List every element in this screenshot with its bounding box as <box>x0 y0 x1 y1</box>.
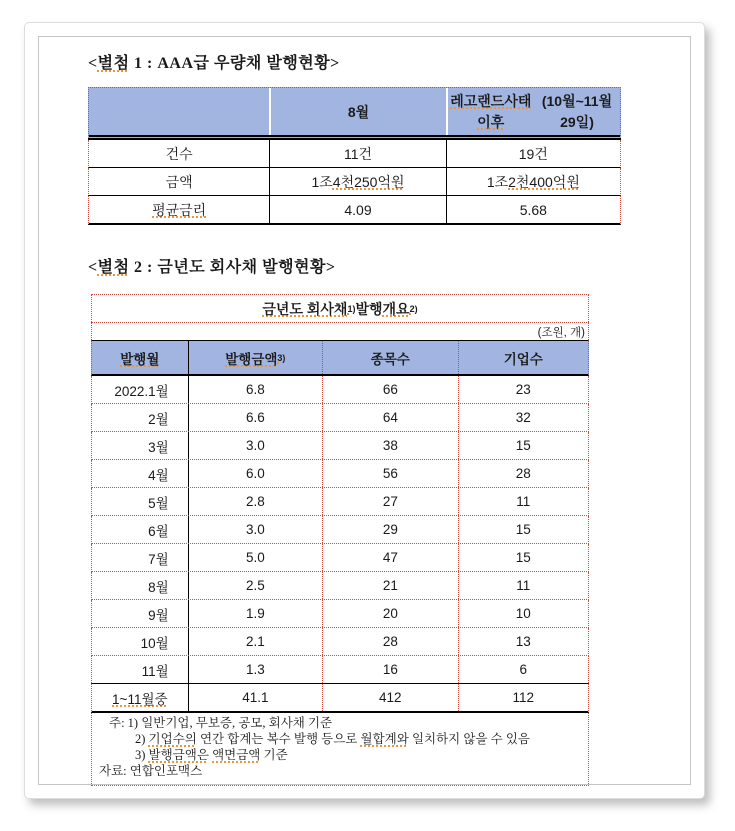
attachment2-header-row <box>91 340 589 376</box>
table-cell: 32 <box>458 404 588 431</box>
text-segment: < <box>88 55 98 72</box>
text-segment: 2) <box>135 732 149 746</box>
table-cell <box>89 196 269 223</box>
text-segment: 발행 <box>355 300 383 317</box>
table-row <box>91 628 589 656</box>
table-cell: 5.68 <box>446 196 620 223</box>
table-cell: 1.9 <box>188 600 322 627</box>
spellcheck-underlined-text: 평균금리 <box>152 201 207 218</box>
spellcheck-underlined-text: 레고랜드사태이후 <box>450 92 532 130</box>
table-row <box>91 460 589 488</box>
table-cell: 2.5 <box>188 572 322 599</box>
table-cell: 3.0 <box>188 432 322 459</box>
spellcheck-underlined-text: 액면금액 <box>212 748 261 762</box>
table-cell: 4.09 <box>269 196 445 223</box>
table-cell: 27 <box>322 488 457 515</box>
table-cell: 1조 4천250억원 <box>269 168 445 195</box>
table-cell: 1.3 <box>188 656 322 683</box>
spellcheck-underlined-text: 발행금액 <box>225 351 278 367</box>
table-cell: 2.8 <box>188 488 322 515</box>
table-cell: 28 <box>322 628 457 655</box>
spellcheck-underlined-text: 발행금액은 <box>148 748 209 762</box>
table-cell: 7월 <box>148 551 169 567</box>
table-cell: 5.0 <box>188 544 322 571</box>
table-cell: 11 <box>458 488 588 515</box>
table-cell: 28 <box>458 460 588 487</box>
table-cell <box>89 88 269 135</box>
table-cell: 15 <box>458 544 588 571</box>
footnote-line: 자료: 연합인포맥스 <box>99 764 203 778</box>
table-cell: 3.0 <box>188 516 322 543</box>
table-cell: 금액 <box>165 173 193 190</box>
table-cell: 4월 <box>148 467 169 483</box>
table-cell: 38 <box>322 432 457 459</box>
spellcheck-underlined-text: 4천250억원 <box>332 173 405 190</box>
table-cell: 64 <box>322 404 457 431</box>
table-cell: 15 <box>458 432 588 459</box>
table-cell: 종목수 <box>322 341 457 374</box>
text-segment: 연간 합계는 복수 발행 등으로 <box>196 732 361 746</box>
table-cell: 10월 <box>140 635 169 651</box>
attachment1-table <box>88 87 621 225</box>
table-cell: 66 <box>322 376 457 403</box>
table-cell: 9월 <box>148 607 169 623</box>
spellcheck-underlined-text: 월합계와 <box>360 732 409 746</box>
attachment2-total-row <box>91 683 589 713</box>
table-cell: 11월 <box>141 663 169 679</box>
table-cell: 발행금액 3) <box>188 341 322 374</box>
table-row <box>91 488 589 516</box>
table-row <box>88 196 621 225</box>
table-cell: 기업수 <box>458 341 588 374</box>
spellcheck-underlined-text: 발행월 <box>120 351 160 367</box>
attachment2-footnotes <box>91 713 589 786</box>
table-cell: 1조 2천400억원 <box>446 168 620 195</box>
table-cell: 412 <box>322 684 457 711</box>
table-row <box>91 600 589 628</box>
footnote-line <box>92 731 588 747</box>
table-cell: 3월 <box>148 439 169 455</box>
table-cell: 2월 <box>148 411 169 427</box>
spellcheck-underlined-text: 2천400억원 <box>508 173 580 190</box>
table-row <box>91 432 589 460</box>
table-cell: 6.6 <box>188 404 322 431</box>
table-cell: 112 <box>458 684 588 711</box>
table-cell: 건수 <box>165 145 193 162</box>
table-cell: 13 <box>458 628 588 655</box>
table-cell: 6.0 <box>188 460 322 487</box>
table-row <box>91 404 589 432</box>
attachment2-table-caption: 금년도 회사채 1) 발행 개요 2) <box>91 294 589 322</box>
table-cell: 15 <box>458 516 588 543</box>
attachment1-header-row <box>88 87 621 140</box>
table-cell: 2.1 <box>188 628 322 655</box>
table-cell: 19건 <box>446 140 620 167</box>
table-cell: 29 <box>322 516 457 543</box>
table-row <box>91 544 589 572</box>
table-cell: 20 <box>322 600 457 627</box>
table-cell: 5월 <box>148 495 169 511</box>
text-segment: 3) <box>135 748 149 762</box>
text-segment: 2 : 금년도 회사채 발행현황> <box>129 259 336 276</box>
table-row <box>91 656 589 683</box>
table-cell: 23 <box>458 376 588 403</box>
table-row <box>91 572 589 600</box>
table-cell: 47 <box>322 544 457 571</box>
spellcheck-underlined-text: 별첨 <box>97 55 130 72</box>
document-page <box>24 22 705 799</box>
table-cell <box>92 341 188 374</box>
table-cell: 21 <box>322 572 457 599</box>
table-cell: 10 <box>458 600 588 627</box>
table-cell: 8월 <box>148 579 169 595</box>
attachment2-table <box>91 294 589 786</box>
table-cell: 2022.1월 <box>114 383 169 399</box>
text-segment: 일치하지 않을 수 있음 <box>408 732 531 746</box>
table-cell: 56 <box>322 460 457 487</box>
table-cell: 16 <box>322 656 457 683</box>
table-row <box>91 516 589 544</box>
text-segment: 기준 <box>260 748 288 762</box>
attachment2-unit-label: (조원, 개) <box>91 322 589 340</box>
attachment1-title <box>88 54 340 74</box>
table-cell: 6 <box>458 656 588 683</box>
table-cell: 6월 <box>148 523 169 539</box>
table-cell: 11건 <box>269 140 445 167</box>
attachment2-title <box>88 258 336 278</box>
table-cell: 6.8 <box>188 376 322 403</box>
cell-line <box>448 91 534 133</box>
spellcheck-underlined-text: 별첨 <box>97 259 130 276</box>
spellcheck-underlined-text: 1~11월중 <box>112 691 168 707</box>
table-cell <box>92 684 188 711</box>
text-segment: < <box>88 259 98 276</box>
table-cell: 11 <box>458 572 588 599</box>
footnote-line: 주: 1) 일반기업, 무보증, 공모, 회사채 기준 <box>109 716 333 730</box>
table-row <box>88 168 621 196</box>
attachment1-table-body <box>88 140 621 225</box>
attachment2-table-body <box>91 376 589 683</box>
spellcheck-underlined-text: 기업수의 <box>148 732 197 746</box>
spellcheck-underlined-text: 개요 <box>382 300 410 317</box>
spellcheck-underlined-text: 금년도 회사채 <box>262 300 348 317</box>
table-row <box>91 376 589 404</box>
text-segment: 1 : AAA급 우량채 발행현황> <box>129 55 340 72</box>
table-cell: 41.1 <box>188 684 322 711</box>
table-cell: 8월 <box>269 88 445 135</box>
table-row <box>88 140 621 168</box>
table-cell <box>446 88 620 135</box>
cell-line: (10월~11월 29일) <box>541 92 613 130</box>
footnote-line <box>92 747 588 763</box>
